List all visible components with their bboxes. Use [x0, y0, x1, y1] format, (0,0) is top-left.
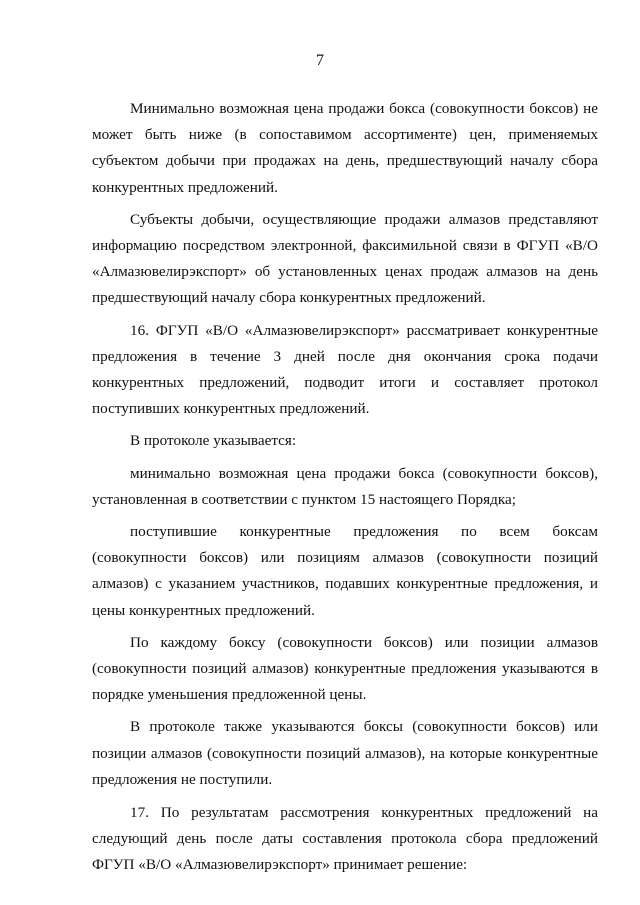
paragraph-protocol-header: В протоколе указывается: [130, 432, 297, 450]
paragraph-protocol-offers: поступившие конкурентные предложения по всем боксам (совокупности боксов) или позициям алмазов (совокупности позиций алмазов) с указанием участников, подавших конкурентные предложения, и цены конкурентных предложений. [92, 523, 598, 619]
paragraph-clause-16: 16. ФГУП «В/О «Алмазювелирэкспорт» рассматривает конкурентные предложения в течение 3 дней после дня окончания срока подачи конкурентных предложений, подводит итоги и составляет протокол поступивших конкурентных предложений. [92, 321, 598, 418]
paragraph-no-offers: В протоколе также указываются боксы (совокупности боксов) или позиции алмазов (совокупности позиций алмазов), на которые конкурентные предложения не поступили. [92, 718, 598, 788]
paragraph-producers-info: Субъекты добычи, осуществляющие продажи алмазов представляют информацию посредством электронной, факсимильной связи в ФГУП «В/О «Алмазювелирэкспорт» об установленных ценах продаж алмазов на день предшествующий началу сбора конкурентных предложений. [92, 210, 598, 307]
paragraph-protocol-min-price: минимально возможная цена продажи бокса (совокупности боксов), установленная в соответствии с пунктом 15 настоящего Порядка; [92, 464, 598, 508]
paragraph-offer-order: По каждому боксу (совокупности боксов) или позиции алмазов (совокупности позиций алмазов) конкурентные предложения указываются в порядке уменьшения предложенной цены. [92, 633, 598, 704]
page-number: 7 [316, 52, 324, 69]
paragraph-clause-17: 17. По результатам рассмотрения конкурентных предложений на следующий день после даты составления протокола сбора предложений ФГУП «В/О «Алмазювелирэкспорт» принимает решение: [92, 804, 598, 874]
document-body [92, 96, 598, 879]
paragraph-min-price: Минимально возможная цена продажи бокса (совокупности боксов) не может быть ниже (в сопоставимом ассортименте) цен, применяемых субъектом добычи при продажах на день, предшествующий началу сбора конкурентных предложений. [92, 100, 598, 196]
